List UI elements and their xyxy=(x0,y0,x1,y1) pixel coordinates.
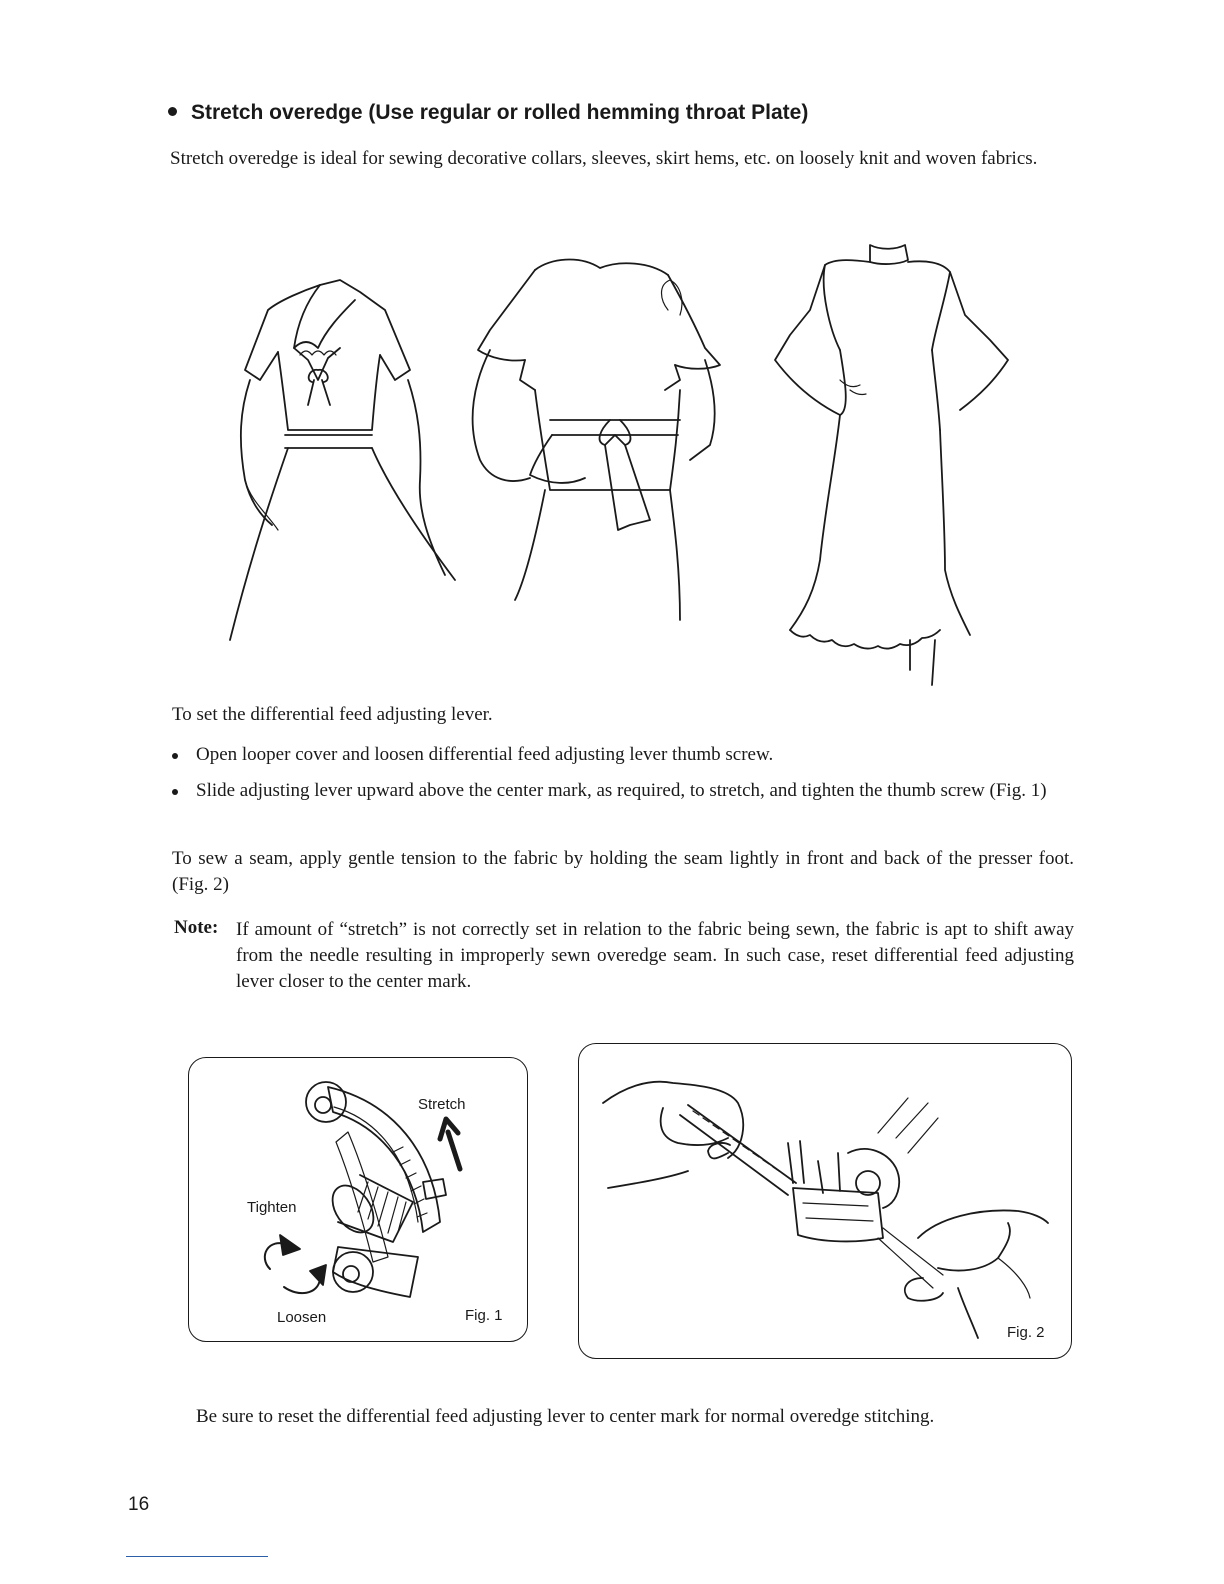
stretch-label: Stretch xyxy=(418,1096,466,1113)
fig1-caption: Fig. 1 xyxy=(465,1307,503,1324)
setup-intro: To set the differential feed adjusting lever. xyxy=(172,704,493,725)
fig2-sewing-illustration xyxy=(578,1043,1070,1357)
tighten-label: Tighten xyxy=(247,1199,297,1216)
note-text: If amount of “stretch” is not correctly set in relation to the fabric being sewn, the fabric is apt to shift away from the needle resulting in improperly sewn overedge seam. In such case, reset differential feed adjusting lever closer to the center mark. xyxy=(236,919,1074,992)
step-item-1 xyxy=(196,742,1074,768)
dress-figure-illustration xyxy=(775,245,1008,685)
fig1-lever-illustration xyxy=(188,1057,526,1340)
tie-top-figure-illustration xyxy=(473,260,720,620)
fig2-caption: Fig. 2 xyxy=(1007,1324,1045,1341)
footer-rule xyxy=(126,1556,268,1557)
bullet-icon xyxy=(172,789,178,795)
intro-paragraph: Stretch overedge is ideal for sewing decorative collars, sleeves, skirt hems, etc. on loosely knit and woven fabrics. xyxy=(170,148,1038,169)
section-title: Stretch overedge (Use regular or rolled hemming throat Plate) xyxy=(191,101,809,124)
step-item-2 xyxy=(196,778,1074,804)
bullet-icon xyxy=(168,107,177,116)
footer-note: Be sure to reset the differential feed adjusting lever to center mark for normal overedge stitching. xyxy=(196,1406,935,1427)
step-text: Slide adjusting lever upward above the center mark, as required, to stretch, and tighten the thumb screw (Fig. 1) xyxy=(196,780,1047,801)
sew-instruction-paragraph: To sew a seam, apply gentle tension to the fabric by holding the seam lightly in front and back of the presser foot. (Fig. 2) xyxy=(172,848,1074,895)
section-heading xyxy=(168,101,808,125)
page-number: 16 xyxy=(128,1494,150,1515)
step-text: Open looper cover and loosen differential feed adjusting lever thumb screw. xyxy=(196,744,774,765)
bullet-icon xyxy=(172,753,178,759)
blouse-figure-illustration xyxy=(230,280,455,640)
loosen-label: Loosen xyxy=(277,1309,327,1326)
note-label: Note: xyxy=(174,917,219,938)
garment-illustrations xyxy=(190,230,1050,700)
